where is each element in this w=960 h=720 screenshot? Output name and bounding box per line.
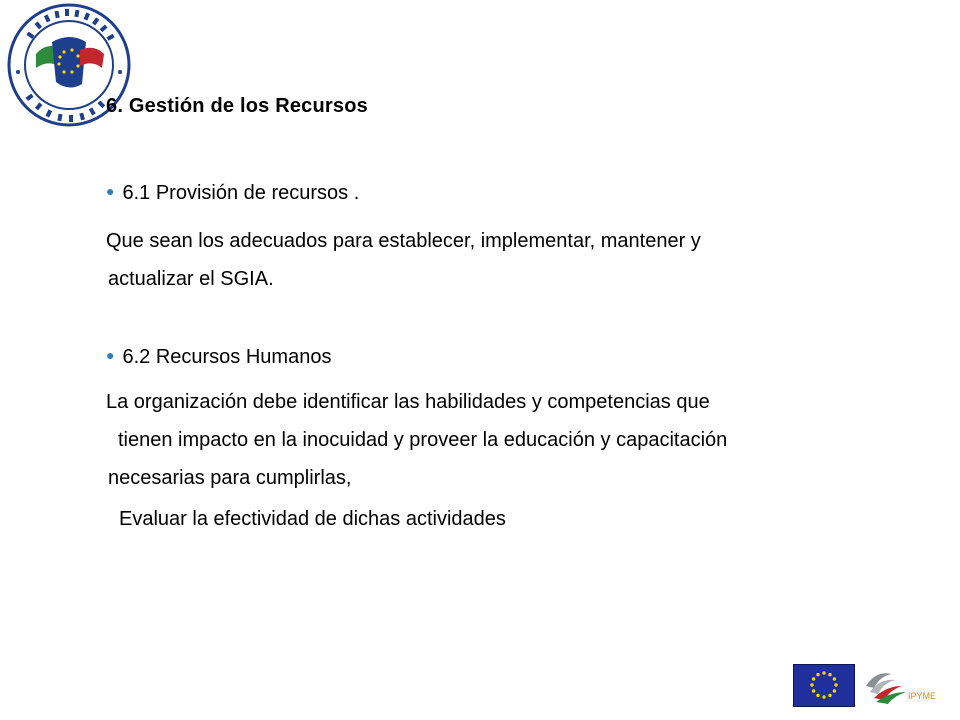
- slide-title: 6. Gestión de los Recursos: [106, 95, 368, 117]
- paragraph-provision: [106, 222, 836, 298]
- paragraph-recursos-humanos: [106, 383, 846, 497]
- paragraph-line: actualizar el SGIA.: [108, 268, 274, 290]
- paragraph-line: tienen impacto en la inocuidad y proveer la educación y capacitación: [118, 429, 728, 451]
- partner-logo-text: IPYME: [908, 691, 937, 701]
- eu-flag-icon: [793, 664, 855, 707]
- economia-ipyme-logo-icon: [862, 664, 937, 706]
- paragraph-evaluar: Evaluar la efectividad de dichas actividades: [119, 508, 506, 530]
- bullet-recursos-humanos: [106, 346, 331, 369]
- paragraph-line: La organización debe identificar las habilidades y competencias que: [106, 391, 710, 413]
- bullet-dot-icon: ●: [106, 347, 115, 363]
- bullet-heading: 6.2 Recursos Humanos: [122, 346, 332, 368]
- bullet-provision-recursos: [106, 182, 359, 205]
- paragraph-line: Que sean los adecuados para establecer, implementar, mantener y: [106, 230, 701, 252]
- bullet-dot-icon: ●: [106, 183, 115, 199]
- bullet-heading: 6.1 Provisión de recursos .: [122, 182, 360, 204]
- paragraph-line: necesarias para cumplirlas,: [108, 467, 352, 489]
